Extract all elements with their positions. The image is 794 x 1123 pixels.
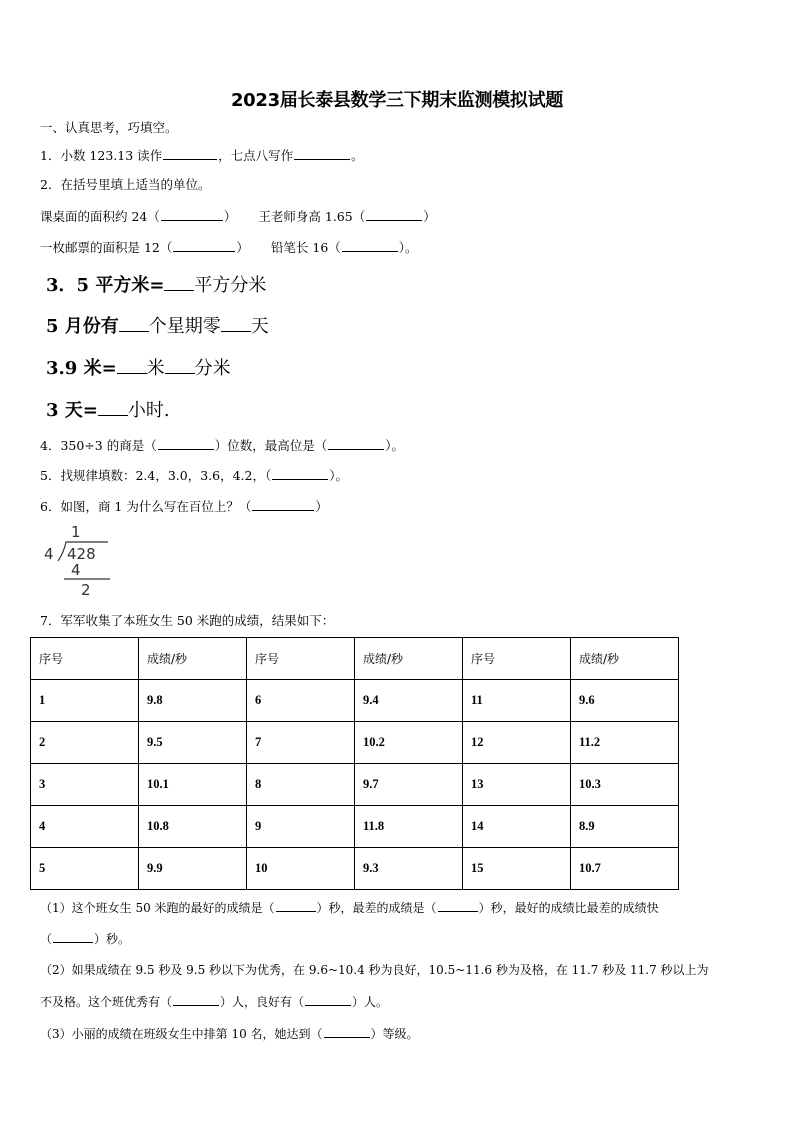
table-cell: 10: [247, 848, 355, 890]
question-3-line-4: 3 天= 小时.: [46, 397, 170, 423]
answer-blank[interactable]: [53, 929, 93, 943]
table-cell: 11: [463, 680, 571, 722]
question-1: 1．小数 123.13 读作 ，七点八写作 。: [40, 148, 364, 163]
table-header-cell: 成绩/秒: [355, 638, 463, 680]
table-header-cell: 序号: [463, 638, 571, 680]
answer-blank[interactable]: [119, 313, 149, 332]
table-cell: 9.8: [139, 680, 247, 722]
table-header-cell: 序号: [247, 638, 355, 680]
question-2-row-1: 课桌面的面积约 24（ ） 王老师身高 1.65（ ）: [40, 209, 436, 224]
answer-blank[interactable]: [342, 238, 398, 252]
question-4: 4．350÷3 的商是（ ）位数，最高位是（ ）。: [40, 438, 404, 453]
answer-blank[interactable]: [173, 238, 235, 252]
table-header-cell: 序号: [31, 638, 139, 680]
table-row: [31, 806, 679, 848]
division-dividend: 428: [67, 545, 96, 563]
table-cell: 3: [31, 764, 139, 806]
division-remainder: 2: [81, 581, 91, 599]
table-row: [31, 722, 679, 764]
table-header-row: [31, 638, 679, 680]
division-product: 4: [71, 561, 81, 579]
sub-question-2-cont: 不及格。这个班优秀有（ ）人，良好有（ ）人。: [40, 992, 388, 1011]
long-division-figure: [40, 522, 120, 600]
answer-blank[interactable]: [305, 992, 351, 1006]
table-cell: 2: [31, 722, 139, 764]
division-quotient: 1: [71, 523, 81, 541]
answer-blank[interactable]: [294, 146, 350, 160]
table-cell: 4: [31, 806, 139, 848]
table-cell: 11.8: [355, 806, 463, 848]
table-row: [31, 764, 679, 806]
question-3-line-1: 3．5 平方米= 平方分米: [46, 272, 266, 298]
table-cell: 12: [463, 722, 571, 764]
table-cell: 9: [247, 806, 355, 848]
table-cell: 10.1: [139, 764, 247, 806]
table-cell: 5: [31, 848, 139, 890]
answer-blank[interactable]: [276, 898, 316, 912]
scores-table: [30, 637, 679, 890]
table-cell: 13: [463, 764, 571, 806]
table-cell: 9.3: [355, 848, 463, 890]
table-cell: 9.9: [139, 848, 247, 890]
table-cell: 9.4: [355, 680, 463, 722]
answer-blank[interactable]: [165, 355, 195, 374]
answer-blank[interactable]: [328, 436, 384, 450]
answer-blank[interactable]: [161, 207, 223, 221]
table-cell: 8.9: [571, 806, 679, 848]
table-cell: 9.6: [571, 680, 679, 722]
table-cell: 1: [31, 680, 139, 722]
table-cell: 10.3: [571, 764, 679, 806]
question-5: 5．找规律填数：2.4，3.0，3.6，4.2，（ ）。: [40, 468, 348, 483]
table-cell: 10.2: [355, 722, 463, 764]
answer-blank[interactable]: [173, 992, 219, 1006]
table-cell: 10.7: [571, 848, 679, 890]
table-header-cell: 成绩/秒: [139, 638, 247, 680]
table-cell: 10.8: [139, 806, 247, 848]
answer-blank[interactable]: [158, 436, 214, 450]
answer-blank[interactable]: [117, 355, 147, 374]
table-row: [31, 680, 679, 722]
sub-question-2: （2）如果成绩在 9.5 秒及 9.5 秒以下为优秀，在 9.6~10.4 秒为良好，10.5~11.6 秒为及格，在 11.7 秒及 11.7 秒以上为: [40, 963, 709, 977]
table-cell: 8: [247, 764, 355, 806]
question-3-line-3: 3.9 米= 米 分米: [46, 355, 231, 381]
answer-blank[interactable]: [163, 146, 217, 160]
question-6: 6．如图，商 1 为什么写在百位上？（ ）: [40, 499, 328, 514]
table-row: [31, 848, 679, 890]
question-7-heading: 7．军军收集了本班女生 50 米跑的成绩，结果如下：: [40, 613, 335, 628]
division-divisor: 4: [44, 545, 54, 563]
question-2-row-2: 一枚邮票的面积是 12（ ） 铅笔长 16（ ）。: [40, 240, 418, 255]
answer-blank[interactable]: [98, 397, 128, 416]
answer-blank[interactable]: [438, 898, 478, 912]
question-3-line-2: 5 月份有 个星期零 天: [46, 313, 269, 339]
section-heading: 一、认真思考，巧填空。: [40, 120, 178, 135]
table-cell: 14: [463, 806, 571, 848]
answer-blank[interactable]: [272, 466, 328, 480]
table-cell: 6: [247, 680, 355, 722]
table-cell: 9.7: [355, 764, 463, 806]
sub-question-3: （3）小丽的成绩在班级女生中排第 10 名，她达到（ ）等级。: [40, 1024, 419, 1043]
answer-blank[interactable]: [252, 497, 314, 511]
sub-question-1-cont: （ ）秒。: [40, 929, 130, 948]
table-cell: 15: [463, 848, 571, 890]
table-cell: 9.5: [139, 722, 247, 764]
answer-blank[interactable]: [366, 207, 422, 221]
answer-blank[interactable]: [324, 1024, 370, 1038]
page-title: 2023届长泰县数学三下期末监测模拟试题: [230, 90, 564, 111]
question-2-heading: 2．在括号里填上适当的单位。: [40, 177, 211, 192]
sub-question-1: （1）这个班女生 50 米跑的最好的成绩是（ ）秒，最差的成绩是（ ）秒，最好的成绩比最差的成绩快: [40, 898, 659, 917]
answer-blank[interactable]: [221, 313, 251, 332]
table-cell: 7: [247, 722, 355, 764]
table-cell: 11.2: [571, 722, 679, 764]
answer-blank[interactable]: [164, 272, 194, 291]
table-header-cell: 成绩/秒: [571, 638, 679, 680]
